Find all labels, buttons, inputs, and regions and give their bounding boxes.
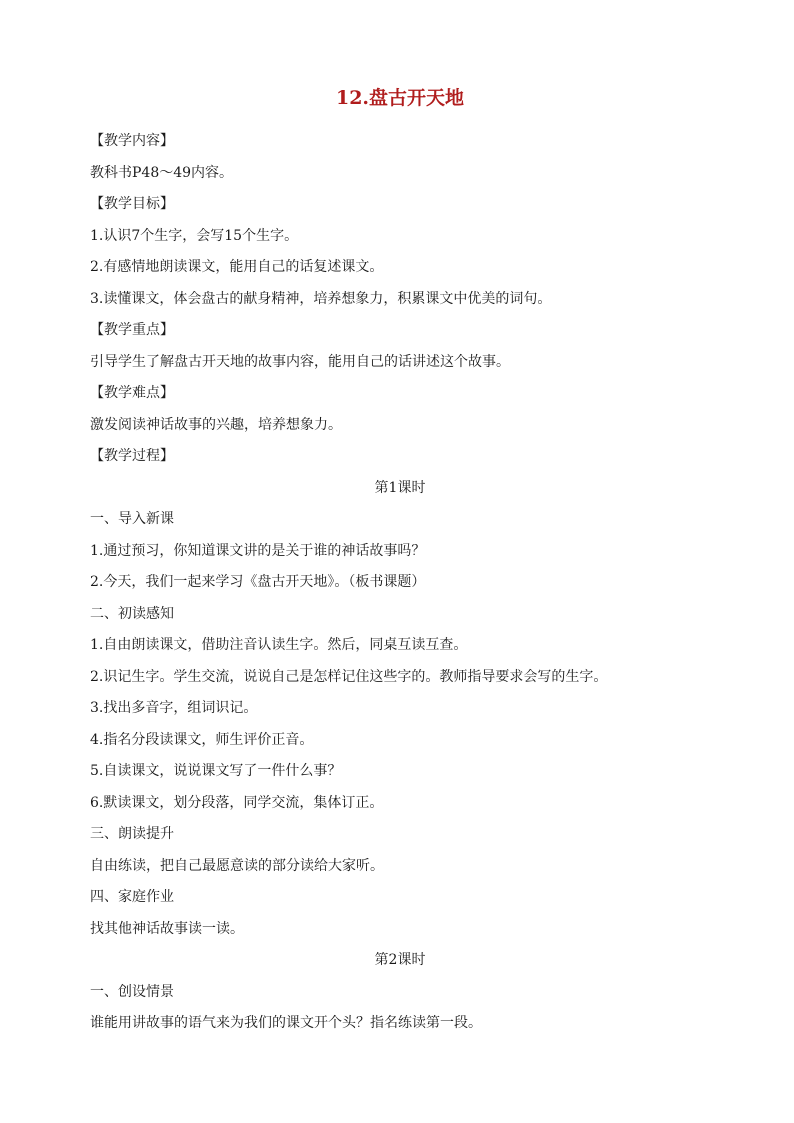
paragraph: 找其他神话故事读一读。: [90, 920, 244, 937]
subsection-heading: 一、创设情景: [90, 983, 174, 1000]
paragraph: 自由练读，把自己最愿意读的部分读给大家听。: [90, 857, 384, 874]
subsection-heading: 三、朗读提升: [90, 826, 174, 842]
list-item: 2.识记生字。学生交流，说说自己是怎样记住这些字的。教师指导要求会写的生字。: [90, 668, 608, 685]
list-item: 1.自由朗读课文，借助注音认读生字。然后，同桌互读互查。: [90, 637, 468, 653]
document-body: [90, 131, 710, 1045]
subsection-heading: 二、初读感知: [90, 605, 174, 622]
paragraph: 教科书P48～49内容。: [90, 164, 234, 181]
list-item: 1.认识7个生字，会写15个生字。: [90, 227, 299, 244]
lesson-heading-2: 第2课时: [374, 952, 426, 968]
list-item: 3.找出多音字，组词识记。: [90, 700, 258, 716]
paragraph: 引导学生了解盘古开天地的故事内容，能用自己的话讲述这个故事。: [90, 353, 510, 370]
section-heading-key-points: 【教学重点】: [90, 322, 174, 338]
list-item: 1.通过预习，你知道课文讲的是关于谁的神话故事吗？: [90, 542, 426, 559]
paragraph: 谁能用讲故事的语气来为我们的课文开个头？指名练读第一段。: [90, 1015, 482, 1031]
list-item: 3.读懂课文，体会盘古的献身精神，培养想象力，积累课文中优美的词句。: [90, 290, 552, 307]
section-heading-difficulties: 【教学难点】: [90, 385, 174, 401]
list-item: 6.默读课文，划分段落，同学交流，集体订正。: [90, 794, 384, 811]
lesson-heading-1: 第1课时: [374, 479, 426, 496]
list-item: 4.指名分段读课文，师生评价正音。: [90, 731, 314, 748]
list-item: 2.有感情地朗读课文，能用自己的话复述课文。: [90, 259, 384, 275]
section-heading-goals: 【教学目标】: [90, 196, 174, 212]
subsection-heading: 四、家庭作业: [90, 889, 174, 905]
subsection-heading: 一、导入新课: [90, 511, 174, 527]
page-title: 12.盘古开天地: [335, 87, 465, 109]
section-heading-content: 【教学内容】: [90, 133, 174, 149]
list-item: 2.今天，我们一起来学习《盘古开天地》。（板书课题）: [90, 574, 426, 590]
section-heading-process: 【教学过程】: [90, 448, 174, 464]
paragraph: 激发阅读神话故事的兴趣，培养想象力。: [90, 416, 342, 433]
list-item: 5.自读课文，说说课文写了一件什么事？: [90, 763, 342, 779]
